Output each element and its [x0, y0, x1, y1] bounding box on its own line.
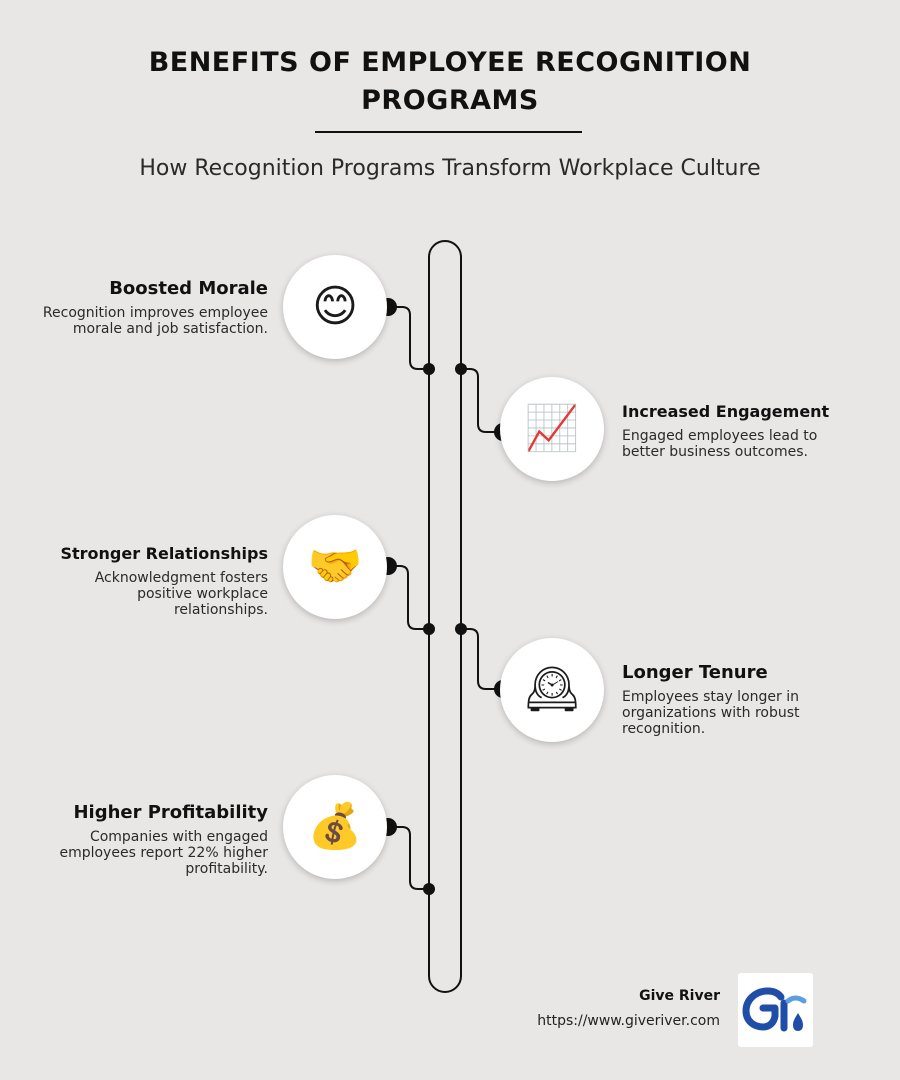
connector-longer-tenure: [461, 629, 503, 689]
page-subtitle: How Recognition Programs Transform Workplace Culture: [139, 156, 761, 181]
money-bag-icon: 💰: [283, 775, 387, 879]
junction-dot: [423, 623, 435, 635]
benefit-description: Engaged employees lead to better business outcomes.: [622, 428, 818, 460]
mantelpiece-clock-icon: 🕰: [500, 638, 604, 742]
connector-higher-profitability: [388, 827, 429, 889]
page-title: BENEFITS OF EMPLOYEE RECOGNITION PROGRAMS: [148, 47, 752, 116]
junction-dot: [423, 883, 435, 895]
junction-dot: [455, 623, 467, 635]
benefit-description: Employees stay longer in organizations with robust recognition.: [622, 689, 800, 737]
connector-increased-engagement: [461, 369, 503, 432]
benefit-title: Increased Engagement: [622, 402, 830, 421]
benefit-higher-profitability: [38, 801, 268, 877]
smiling-face-icon: 😊: [283, 255, 387, 359]
benefit-title: Longer Tenure: [622, 662, 768, 683]
brand-url[interactable]: https://www.giveriver.com: [537, 1013, 720, 1029]
benefit-stronger-relationships: [38, 542, 268, 618]
brand-name: Give River: [639, 988, 720, 1004]
benefit-description: Acknowledgment fosters positive workplace relationships.: [94, 570, 268, 618]
connector-boosted-morale: [388, 307, 429, 369]
benefit-title: Boosted Morale: [109, 278, 268, 299]
benefit-description: Recognition improves employee morale and job satisfaction.: [42, 305, 268, 337]
junction-dot: [455, 363, 467, 375]
timeline-track: [429, 241, 461, 992]
benefit-longer-tenure: [622, 661, 862, 737]
connector-stronger-relationships: [388, 566, 429, 629]
handshake-icon: 🤝: [283, 515, 387, 619]
benefit-title: Higher Profitability: [73, 802, 268, 823]
benefit-title: Stronger Relationships: [60, 544, 268, 563]
benefit-description: Companies with engaged employees report 22% higher profitability.: [59, 829, 268, 877]
chart-increasing-icon: 📈: [500, 377, 604, 481]
benefit-increased-engagement: [622, 400, 862, 460]
benefit-boosted-morale: [38, 277, 268, 337]
give-river-logo-icon: [738, 973, 813, 1047]
junction-dot: [423, 363, 435, 375]
